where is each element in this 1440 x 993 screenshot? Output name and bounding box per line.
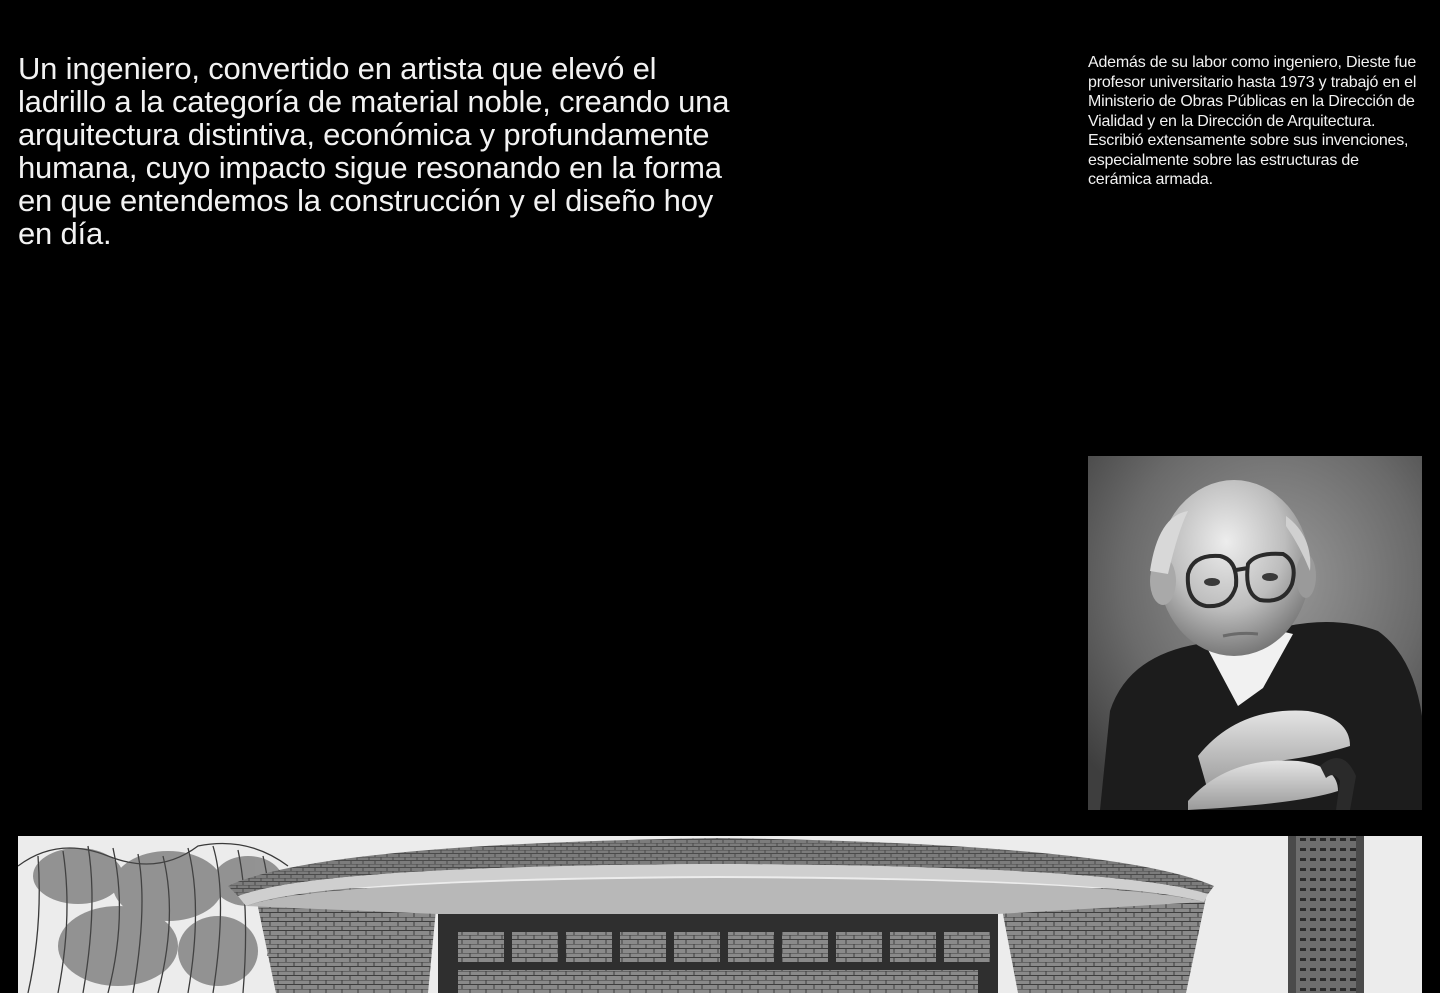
intro-paragraph: Un ingeniero, convertido en artista que elevó el ladrillo a la categoría de material noble, creando una arquitectura distintiva, económica y profundamente humana, cuyo impacto sigue resonando en la forma en que entendemos la construcción y el diseño hoy en día. bbox=[18, 51, 730, 251]
portrait-photo bbox=[1088, 456, 1422, 810]
biography-paragraph: Además de su labor como ingeniero, Dieste fue profesor universitario hasta 1973 y trabajó en el Ministerio de Obras Públicas en la Dirección de Vialidad y en la Dirección de Arquitectura. Escribió extensamente sobre sus invenciones, especialmente sobre las estructuras de cerámica armada. bbox=[1088, 54, 1417, 188]
church-photo bbox=[18, 836, 1422, 993]
